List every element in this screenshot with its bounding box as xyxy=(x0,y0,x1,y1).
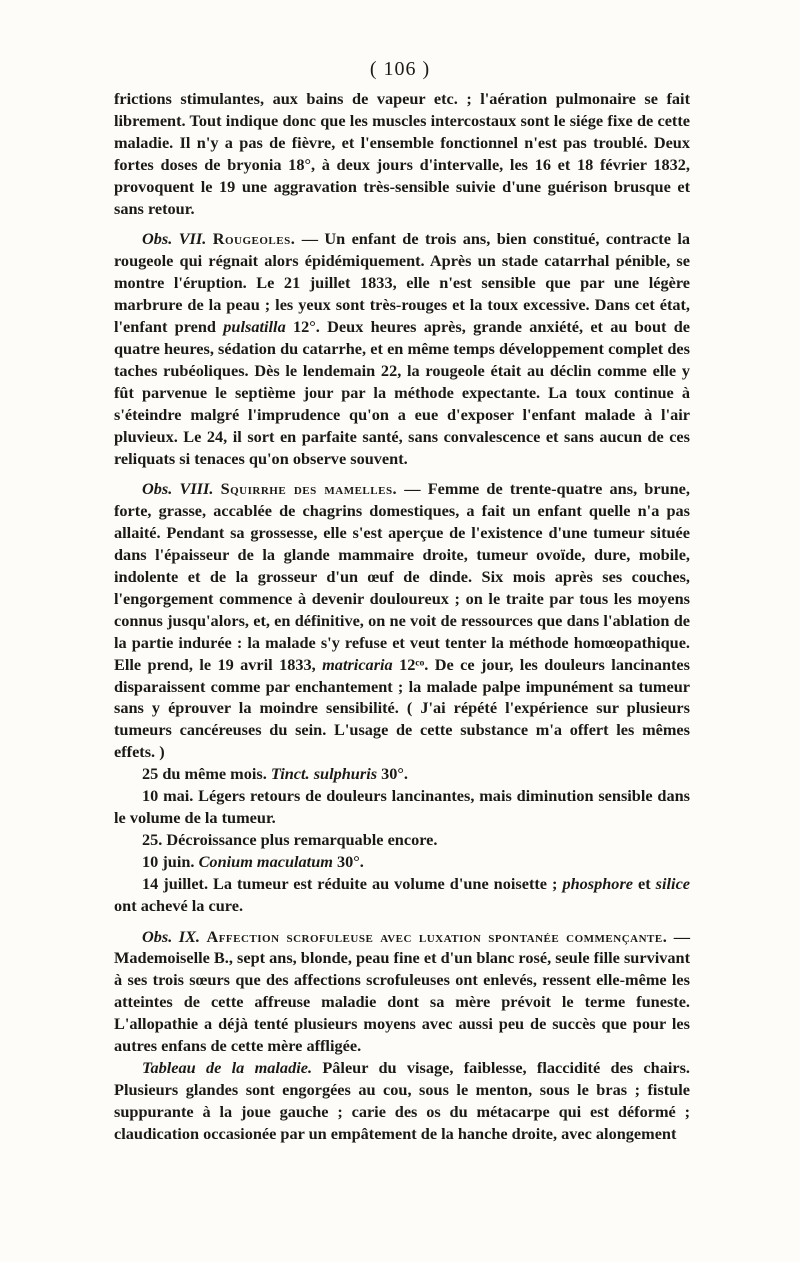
entry-dose: 30°. xyxy=(377,764,408,784)
observation-8 xyxy=(114,478,690,763)
journal-entry xyxy=(114,763,690,785)
obs-9-text: — Mademoiselle B., sept ans, blonde, peau fine et d'un blanc rosé, seule fille survivant à ses trois sœurs que des affections scrofuleuses ont enlevés, ressent elle-même les atteintes de cette affreuse maladie dont sa mère prévoit le terme funeste. L'allopathie a déjà tenté plusieurs moyens avec aussi peu de succès que pour les autres enfans de cette mère affligée. xyxy=(114,926,690,1056)
disease-table-paragraph xyxy=(114,1057,690,1145)
obs-8-text-a: — Femme de trente-quatre ans, brune, forte, grasse, accablée de chagrins domestiques, a fait un enfant quelle n'a pas allaité. Pendant sa grossesse, elle s'est aperçue de l'existence d'une tumeur située dans l'épaisseur de la glande mammaire droite, tumeur ovoïde, dure, mobile, indolente et de la grosseur d'un œuf de dinde. Six mois après ses couches, l'engorgement commence à devenir douloureux ; on le traite par tous les moyens connus jusqu'alors, et, en définitive, on ne voit de ressources que dans l'ablation de la partie indurée : la malade s'y refuse et veut tenter la méthode homœopathique. Elle prend, le 19 avril 1833, xyxy=(114,479,690,674)
entry-remedy: Conium maculatum xyxy=(198,851,333,871)
obs-8-number: Obs. VIII. xyxy=(142,479,214,499)
observation-7 xyxy=(114,228,690,469)
entry-date: 10 juin. xyxy=(142,851,199,871)
obs-8-title: Squirrhe des mamelles. xyxy=(220,479,398,499)
journal-entry xyxy=(114,873,690,917)
obs-8-text-b: 12ᶜᵒ. De ce jour, les douleurs lancinantes disparaissent comme par enchantement ; la malade palpe impunément sa tumeur sans y éprouver la moindre sensibilité. ( J'ai répété l'expérience sur plusieurs tumeurs cancéreuses du sein. L'usage de cette substance m'a offert les mêmes effets. ) xyxy=(114,654,690,762)
page-number: ( 106 ) xyxy=(369,58,431,80)
disease-table-title: Tableau de la maladie. xyxy=(142,1057,313,1077)
journal-entry: 10 mai. Légers retours de douleurs lancinantes, mais diminution sensible dans le volume de la tumeur. xyxy=(114,786,690,827)
entry-date: 25 du même mois. xyxy=(142,764,271,784)
obs-7-text-a: — Un enfant de trois ans, bien constitué, contracte la rougeole qui régnait alors épidémiquement. Après un stade catarrhal pénible, se montre l'éruption. Le 21 juillet 1833, elle n'est sensible que par une légère marbrure de la peau ; les yeux sont très-rouges et la toux excessive. Dans cet état, l'enfant prend xyxy=(114,229,690,337)
obs-9-title: Affection scrofuleuse avec luxation spontanée commençante. xyxy=(206,926,668,946)
obs-7-title: Rougeoles. xyxy=(212,229,296,249)
entry-dose: 30°. xyxy=(332,851,364,871)
paragraph-continuation: frictions stimulantes, aux bains de vapeur etc. ; l'aération pulmonaire se fait librement. Tout indique donc que les muscles intercostaux sont le siége fixe de cette maladie. Il n'y a pas de fièvre, et l'ensemble fonctionnel n'est pas troublé. Deux fortes doses de bryonia 18°, à deux jours d'intervalle, les 16 et 18 février 1832, provoquent le 19 une aggravation très-sensible suivie d'une guérison brusque et sans retour. xyxy=(114,89,690,218)
obs-8-remedy: matricaria xyxy=(322,654,393,674)
observation-9 xyxy=(114,926,690,1057)
entry-text: ont achevé la cure. xyxy=(114,895,244,915)
entry-remedy: Tinct. sulphuris xyxy=(270,764,378,784)
journal-entry: 25. Décroissance plus remarquable encore. xyxy=(142,829,438,849)
obs-7-number: Obs. VII. xyxy=(142,229,207,249)
obs-9-number: Obs. IX. xyxy=(142,926,201,946)
obs-7-remedy: pulsatilla xyxy=(223,317,286,337)
entry-remedy: silice xyxy=(655,873,691,893)
body-text xyxy=(114,88,690,1145)
journal-entry xyxy=(114,851,690,873)
entry-remedy: phosphore xyxy=(562,873,634,893)
disease-table-text: Pâleur du visage, faiblesse, flaccidité des chairs. Plusieurs glandes sont engorgées au cou, sous le menton, sous le bras ; fistule suppurante à la joue gauche ; carie des os du métacarpe qui est déformé ; claudication occasionée par un empâtement de la hanche droite, avec alongement xyxy=(114,1057,690,1143)
entry-text: 14 juillet. La tumeur est réduite au volume d'une noisette ; xyxy=(142,873,563,893)
entry-conjunction: et xyxy=(633,873,656,893)
obs-7-text-b: 12°. Deux heures après, grande anxiété, et au bout de quatre heures, sédation du catarrhe, et en même temps développement complet des taches rubéoliques. Dès le lendemain 22, la rougeole était au déclin comme elle y fût parvenue le septième jour par la méthode expectante. La toux continue à s'éteindre malgré l'imprudence qu'on a eue d'exposer l'enfant malade à l'air pluvieux. Le 24, il sort en parfaite santé, sans convalescence et sans aucun de ces reliquats si tenaces qu'on observe souvent. xyxy=(114,317,690,468)
